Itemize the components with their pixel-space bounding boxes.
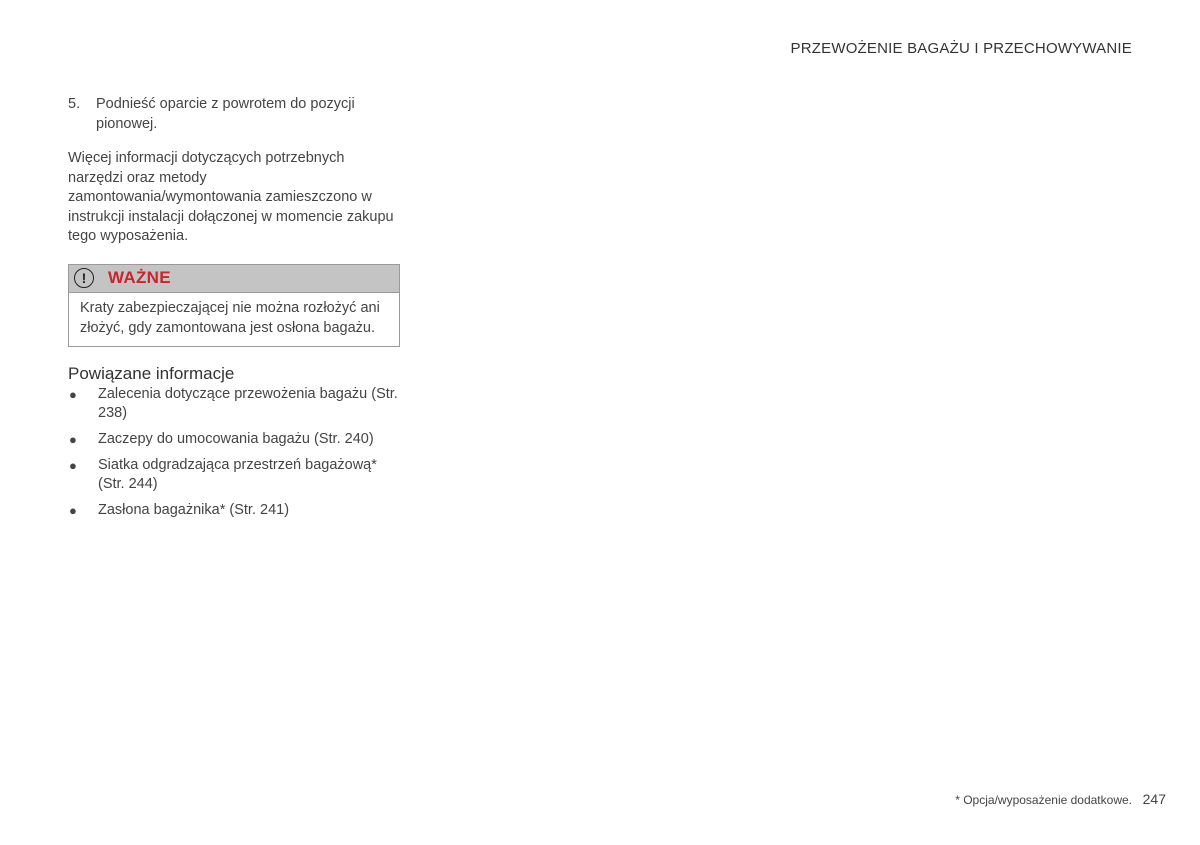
important-note-title: WAŻNE xyxy=(108,268,171,287)
related-info-list xyxy=(68,385,400,520)
bullet-icon: ● xyxy=(69,431,77,447)
related-info-item[interactable] xyxy=(68,430,400,449)
related-info-item[interactable] xyxy=(68,385,400,423)
related-info-item[interactable] xyxy=(68,501,400,520)
related-info-link[interactable]: Siatka odgradzająca przestrzeń bagażową* (Str. 244) xyxy=(98,456,377,492)
step-item xyxy=(68,94,400,134)
related-info-title: Powiązane informacje xyxy=(68,363,235,383)
footnote: * Opcja/wyposażenie dodatkowe. xyxy=(955,793,1132,807)
main-column xyxy=(68,94,400,527)
step-text: Podnieść oparcie z powrotem do pozycji pionowej. xyxy=(96,96,355,132)
step-number: 5. xyxy=(68,96,81,112)
related-info-link[interactable]: Zaczepy do umocowania bagażu (Str. 240) xyxy=(98,430,374,447)
bullet-icon: ● xyxy=(69,386,77,402)
section-header: PRZEWOŻENIE BAGAŻU I PRZECHOWYWANIE xyxy=(790,40,1132,57)
bullet-icon: ● xyxy=(69,457,77,473)
info-paragraph: Więcej informacji dotyczących potrzebnych narzędzi oraz metody zamontowania/wymontowania zamieszczono w instrukcji instalacji dołączonej w momencie zakupu tego wyposażenia. xyxy=(68,150,394,244)
page-number: 247 xyxy=(1142,791,1166,807)
related-info-item[interactable] xyxy=(68,456,400,494)
important-note xyxy=(68,264,400,347)
exclamation-circle-icon: ! xyxy=(74,268,94,288)
important-note-header xyxy=(69,265,399,293)
related-info-link[interactable]: Zasłona bagażnika* (Str. 241) xyxy=(98,501,290,518)
related-info-link[interactable]: Zalecenia dotyczące przewożenia bagażu (Str. 238) xyxy=(98,385,398,421)
bullet-icon: ● xyxy=(69,502,77,518)
important-note-body: Kraty zabezpieczającej nie można rozłożyć ani złożyć, gdy zamontowana jest osłona bagażu. xyxy=(80,299,380,336)
